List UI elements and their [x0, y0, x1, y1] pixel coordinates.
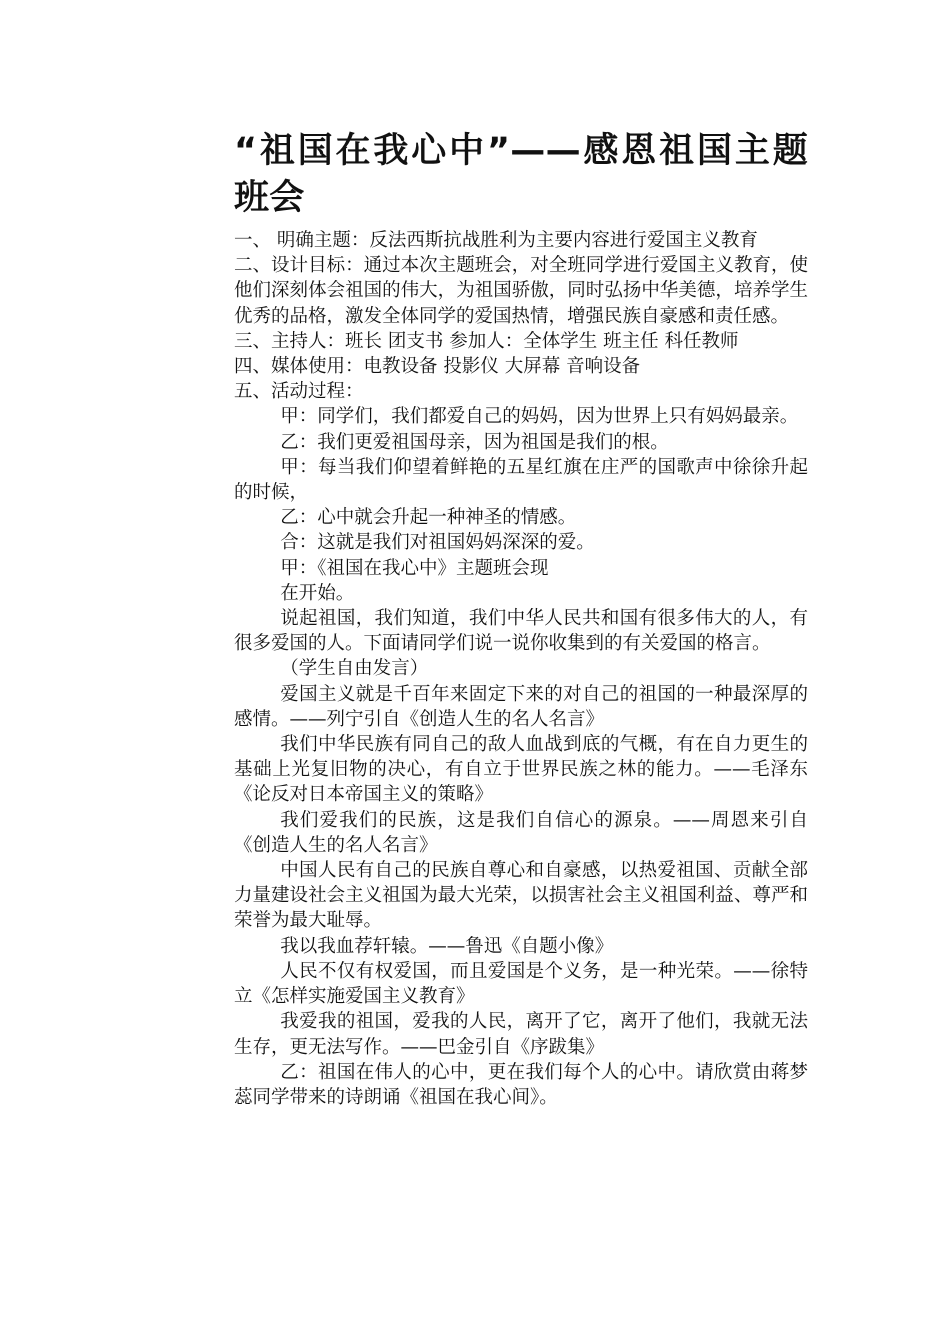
- paragraph: （学生自由发言）: [280, 658, 429, 680]
- paragraph: 四、媒体使用：电教设备 投影仪 大屏幕 音响设备: [234, 356, 641, 378]
- paragraph: 中国人民有自己的民族自尊心和自豪感，以热爱祖国、贡献全部力量建设社会主义祖国为最大光荣，以损害社会主义祖国利益、尊严和荣誉为最大耻辱。: [234, 860, 808, 932]
- paragraph: 乙：心中就会升起一种神圣的情感。: [280, 507, 577, 529]
- paragraph: 我爱我的祖国，爱我的人民，离开了它，离开了他们，我就无法生存，更无法写作。——巴金引自《序跋集》: [234, 1011, 808, 1058]
- paragraph: 在开始。: [280, 582, 355, 604]
- paragraph: 我们爱我们的民族，这是我们自信心的源泉。——周恩来引自《创造人生的名人名言》: [234, 809, 808, 856]
- paragraph: 说起祖国，我们知道，我们中华人民共和国有很多伟大的人，有很多爱国的人。下面请同学们说一说你收集到的有关爱国的格言。: [234, 608, 808, 655]
- paragraph: 一、 明确主题：反法西斯抗战胜利为主要内容进行爱国主义教育: [234, 230, 758, 251]
- paragraph: 我们中华民族有同自己的敌人血战到底的气概，有在自力更生的基础上光复旧物的决心，有自立于世界民族之林的能力。——毛泽东《论反对日本帝国主义的策略》: [234, 734, 808, 806]
- paragraph: 合：这就是我们对祖国妈妈深深的爱。: [280, 532, 595, 554]
- paragraph: 三、主持人：班长 团支书 参加人：全体学生 班主任 科任教师: [234, 330, 739, 352]
- paragraph: 二、设计目标：通过本次主题班会，对全班同学进行爱国主义教育，使他们深刻体会祖国的伟大，为祖国骄傲，同时弘扬中华美德，培养学生优秀的品格，激发全体同学的爱国热情，增强民族自豪感和责任感。: [234, 255, 808, 327]
- paragraph: 爱国主义就是千百年来固定下来的对自己的祖国的一种最深厚的感情。——列宁引自《创造人生的名人名言》: [234, 683, 808, 730]
- document-body: [234, 228, 808, 1110]
- paragraph: 我以我血荐轩辕。——鲁迅《自题小像》: [280, 935, 614, 957]
- paragraph: 甲：同学们，我们都爱自己的妈妈，因为世界上只有妈妈最亲。: [280, 406, 799, 428]
- paragraph: 甲：《祖国在我心中》主题班会现: [280, 557, 549, 579]
- paragraph: 人民不仅有权爱国，而且爱国是个义务，是一种光荣。——徐特立《怎样实施爱国主义教育》: [234, 960, 808, 1008]
- paragraph: 乙：我们更爱祖国母亲，因为祖国是我们的根。: [280, 431, 669, 453]
- paragraph: 乙：祖国在伟人的心中，更在我们每个人的心中。请欣赏由蒋梦蕊同学带来的诗朗诵《祖国在我心间》。: [234, 1061, 808, 1108]
- paragraph: 五、活动过程：: [234, 381, 364, 403]
- document-page: [234, 128, 808, 1110]
- document-title: “祖国在我心中”——感恩祖国主题班会: [234, 131, 808, 218]
- paragraph: 甲：每当我们仰望着鲜艳的五星红旗在庄严的国歌声中徐徐升起的时候，: [234, 456, 808, 504]
